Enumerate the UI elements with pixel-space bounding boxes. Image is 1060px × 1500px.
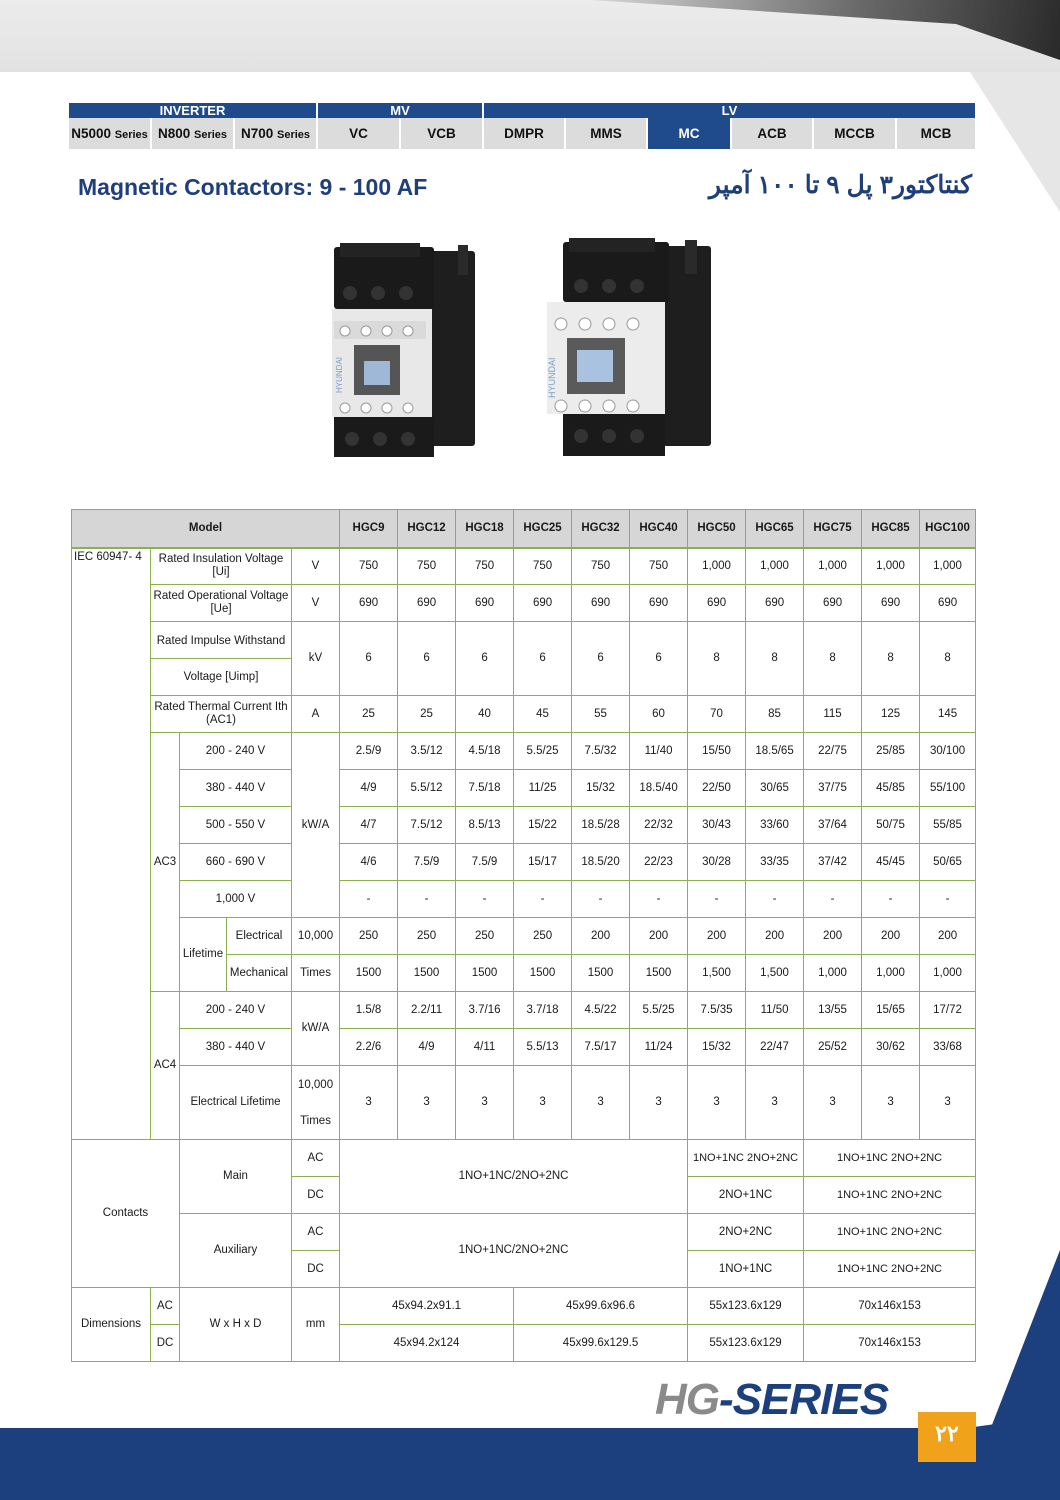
nav-item-n5000[interactable]: N5000 Series: [69, 118, 152, 149]
dimension-value: 70x146x153: [804, 1325, 976, 1362]
value-cell: 13/55: [804, 992, 862, 1029]
value-cell: 7.5/12: [398, 807, 456, 844]
value-cell: 8.5/13: [456, 807, 514, 844]
value-cell: 1,000: [746, 548, 804, 585]
table-row-ac4: [72, 992, 976, 1029]
value-cell: 750: [340, 548, 398, 585]
model-col: HGC25: [514, 510, 572, 548]
contact-spec: 1NO+1NC: [688, 1251, 804, 1288]
table-row-ue: [72, 585, 976, 622]
value-cell: -: [398, 881, 456, 918]
nav-item-mc[interactable]: MC: [648, 118, 732, 149]
product-brand-label: HYUNDAI: [547, 357, 557, 398]
page-fold-decoration: [970, 72, 1060, 212]
lifetime-label: Lifetime: [180, 918, 227, 992]
value-cell: 1500: [572, 955, 630, 992]
value-cell: 7.5/35: [688, 992, 746, 1029]
value-cell: 85: [746, 696, 804, 733]
nav-group-row: [69, 103, 975, 118]
electrical-label: Electrical: [227, 918, 292, 955]
row-label: Rated Operational Voltage [Ue]: [151, 585, 292, 622]
value-cell: 15/50: [688, 733, 746, 770]
value-cell: 1,000: [862, 548, 920, 585]
value-cell: 690: [862, 585, 920, 622]
unit-cell: kW/A: [292, 992, 340, 1066]
value-cell: 1500: [514, 955, 572, 992]
value-cell: 690: [456, 585, 514, 622]
value-cell: 30/62: [862, 1029, 920, 1066]
table-row-ac3-electrical: [72, 918, 976, 955]
value-cell: 37/42: [804, 844, 862, 881]
value-cell: 4/9: [340, 770, 398, 807]
value-cell: 3: [688, 1066, 746, 1140]
value-cell: 45/85: [862, 770, 920, 807]
value-cell: 3: [804, 1066, 862, 1140]
nav-group-mv: MV: [318, 103, 484, 118]
value-cell: 25/85: [862, 733, 920, 770]
value-cell: -: [456, 881, 514, 918]
value-cell: -: [630, 881, 688, 918]
model-col: HGC32: [572, 510, 630, 548]
value-cell: 3: [862, 1066, 920, 1140]
value-cell: 200: [572, 918, 630, 955]
value-cell: 55/100: [920, 770, 976, 807]
value-cell: 4/7: [340, 807, 398, 844]
dimension-value: 55x123.6x129: [688, 1325, 804, 1362]
value-cell: 30/100: [920, 733, 976, 770]
value-cell: 200: [746, 918, 804, 955]
table-row-ui: [72, 548, 976, 585]
value-cell: 690: [920, 585, 976, 622]
value-cell: 1,500: [688, 955, 746, 992]
voltage-label: 200 - 240 V: [180, 733, 292, 770]
value-cell: 690: [572, 585, 630, 622]
value-cell: 33/35: [746, 844, 804, 881]
value-cell: 4/9: [398, 1029, 456, 1066]
nav-group-inverter: INVERTER: [69, 103, 318, 118]
contact-spec: 1NO+1NC 2NO+2NC: [804, 1177, 976, 1214]
unit-cell: kW/A: [292, 733, 340, 918]
value-cell: 1,000: [920, 548, 976, 585]
value-cell: 250: [340, 918, 398, 955]
value-cell: 3: [572, 1066, 630, 1140]
value-cell: 750: [630, 548, 688, 585]
nav-group-lv: LV: [484, 103, 975, 118]
value-cell: -: [862, 881, 920, 918]
value-cell: 1,000: [804, 955, 862, 992]
contactor-image-small: [330, 243, 478, 461]
value-cell: 3.5/12: [398, 733, 456, 770]
footer-bar: [0, 1428, 1060, 1500]
nav-item-dmpr[interactable]: DMPR: [484, 118, 566, 149]
value-cell: 690: [804, 585, 862, 622]
value-cell: 22/75: [804, 733, 862, 770]
value-cell: 2.5/9: [340, 733, 398, 770]
table-row-contacts-main-ac: [72, 1140, 976, 1177]
ac3-label: AC3: [151, 733, 180, 992]
value-cell: 4/11: [456, 1029, 514, 1066]
value-cell: 125: [862, 696, 920, 733]
contact-spec: 1NO+1NC 2NO+2NC: [688, 1140, 804, 1177]
dimension-value: 70x146x153: [804, 1288, 976, 1325]
model-col: HGC18: [456, 510, 514, 548]
contact-spec: 2NO+1NC: [688, 1177, 804, 1214]
right-stripe-decoration: [990, 1250, 1060, 1430]
model-col: HGC65: [746, 510, 804, 548]
ac-label: AC: [151, 1288, 180, 1325]
value-cell: -: [340, 881, 398, 918]
nav-item-vc[interactable]: VC: [318, 118, 401, 149]
hg-series-logo: HG-SERIES: [655, 1375, 889, 1424]
value-cell: 5.5/13: [514, 1029, 572, 1066]
table-row-ac3: [72, 733, 976, 770]
page-number-badge: ۲۲: [918, 1412, 976, 1462]
value-cell: 1.5/8: [340, 992, 398, 1029]
nav-item-acb[interactable]: ACB: [732, 118, 814, 149]
value-cell: 690: [340, 585, 398, 622]
uimp-label-line1: Rated Impulse Withstand: [151, 623, 291, 659]
value-cell: 1500: [456, 955, 514, 992]
model-col: HGC100: [920, 510, 976, 548]
value-cell: 3: [920, 1066, 976, 1140]
unit-cell: Times: [292, 955, 340, 992]
aux-contacts-label: Auxiliary: [180, 1214, 292, 1288]
value-cell: 115: [804, 696, 862, 733]
contact-spec: 1NO+1NC 2NO+2NC: [804, 1214, 976, 1251]
value-cell: 40: [456, 696, 514, 733]
row-label: Rated Thermal Current Ith (AC1): [151, 696, 292, 733]
value-cell: 4.5/18: [456, 733, 514, 770]
nav-item-n800[interactable]: N800 Series: [152, 118, 235, 149]
table-row-ac3: [72, 807, 976, 844]
contacts-label: Contacts: [72, 1140, 180, 1288]
contact-spec: 2NO+2NC: [688, 1214, 804, 1251]
voltage-label: 380 - 440 V: [180, 770, 292, 807]
page-title-en: Magnetic Contactors: 9 - 100 AF: [78, 174, 428, 200]
model-col: HGC9: [340, 510, 398, 548]
value-cell: -: [804, 881, 862, 918]
value-cell: 3: [456, 1066, 514, 1140]
value-cell: 750: [572, 548, 630, 585]
value-cell: 690: [630, 585, 688, 622]
value-cell: 250: [514, 918, 572, 955]
value-cell: 200: [804, 918, 862, 955]
uimp-label-line2: Voltage [Uimp]: [183, 670, 259, 683]
contactor-image-large: [545, 238, 715, 460]
unit-cell: [292, 1066, 340, 1140]
value-cell: 7.5/9: [456, 844, 514, 881]
unit-line1: 10,000: [297, 1078, 334, 1091]
row-label: [151, 622, 292, 696]
table-row-dimensions-ac: [72, 1288, 976, 1325]
value-cell: 690: [398, 585, 456, 622]
value-cell: 7.5/32: [572, 733, 630, 770]
value-cell: 6: [572, 622, 630, 696]
voltage-label: 380 - 440 V: [180, 1029, 292, 1066]
table-header-row: [72, 510, 976, 548]
value-cell: 15/17: [514, 844, 572, 881]
voltage-label: 500 - 550 V: [180, 807, 292, 844]
value-cell: 50/75: [862, 807, 920, 844]
value-cell: -: [746, 881, 804, 918]
value-cell: 8: [804, 622, 862, 696]
spec-table: [71, 509, 976, 1362]
value-cell: 200: [920, 918, 976, 955]
value-cell: 30/65: [746, 770, 804, 807]
ac-label: AC: [292, 1140, 340, 1177]
whd-label: W x H x D: [180, 1288, 292, 1362]
electrical-lifetime-label: Electrical Lifetime: [180, 1066, 292, 1140]
value-cell: 4.5/22: [572, 992, 630, 1029]
value-cell: 7.5/9: [398, 844, 456, 881]
value-cell: 37/75: [804, 770, 862, 807]
value-cell: 25/52: [804, 1029, 862, 1066]
ac-label: AC: [292, 1214, 340, 1251]
row-label: Rated Insulation Voltage [Ui]: [151, 548, 292, 585]
value-cell: 8: [862, 622, 920, 696]
value-cell: 8: [746, 622, 804, 696]
model-col: HGC12: [398, 510, 456, 548]
value-cell: 11/24: [630, 1029, 688, 1066]
voltage-label: 1,000 V: [180, 881, 292, 918]
dimension-value: 45x94.2x124: [340, 1325, 514, 1362]
value-cell: 7.5/18: [456, 770, 514, 807]
value-cell: 33/60: [746, 807, 804, 844]
value-cell: 5.5/25: [630, 992, 688, 1029]
value-cell: 25: [398, 696, 456, 733]
value-cell: 1,000: [920, 955, 976, 992]
value-cell: 200: [862, 918, 920, 955]
value-cell: 18.5/40: [630, 770, 688, 807]
nav-item-mccb[interactable]: MCCB: [814, 118, 897, 149]
value-cell: 2.2/11: [398, 992, 456, 1029]
value-cell: 5.5/12: [398, 770, 456, 807]
table-row-ac3: [72, 770, 976, 807]
voltage-label: 200 - 240 V: [180, 992, 292, 1029]
table-row-ac4-lifetime: [72, 1066, 976, 1140]
nav-item-row: [69, 118, 975, 149]
nav-item-mcb[interactable]: MCB: [920, 126, 952, 141]
value-cell: 6: [398, 622, 456, 696]
value-cell: 1,000: [862, 955, 920, 992]
value-cell: -: [514, 881, 572, 918]
value-cell: 30/28: [688, 844, 746, 881]
blank-cell: [72, 992, 151, 1140]
unit-cell: A: [292, 696, 340, 733]
model-col: HGC75: [804, 510, 862, 548]
contact-spec: 1NO+1NC 2NO+2NC: [804, 1251, 976, 1288]
value-cell: 55/85: [920, 807, 976, 844]
page-title-fa: کنتاکتور۳ پل ۹ تا ۱۰۰ آمپر: [708, 171, 972, 199]
value-cell: 30/43: [688, 807, 746, 844]
dimension-value: 55x123.6x129: [688, 1288, 804, 1325]
unit-cell: kV: [292, 622, 340, 696]
main-contacts-label: Main: [180, 1140, 292, 1214]
value-cell: 15/65: [862, 992, 920, 1029]
value-cell: 15/32: [572, 770, 630, 807]
nav-item-vcb[interactable]: VCB: [401, 118, 484, 149]
value-cell: -: [688, 881, 746, 918]
dimension-value: 45x99.6x96.6: [514, 1288, 688, 1325]
unit-cell: 10,000: [292, 918, 340, 955]
value-cell: 18.5/20: [572, 844, 630, 881]
value-cell: 11/50: [746, 992, 804, 1029]
dimensions-label: Dimensions: [72, 1288, 151, 1362]
model-label: Model: [72, 510, 340, 548]
table-row-ac3: [72, 881, 976, 918]
value-cell: 3: [630, 1066, 688, 1140]
value-cell: -: [572, 881, 630, 918]
model-col: HGC50: [688, 510, 746, 548]
value-cell: 15/32: [688, 1029, 746, 1066]
nav-item-mms[interactable]: MMS: [566, 118, 648, 149]
value-cell: 55: [572, 696, 630, 733]
unit-cell: V: [292, 585, 340, 622]
value-cell: 22/32: [630, 807, 688, 844]
contact-spec: 1NO+1NC 2NO+2NC: [804, 1140, 976, 1177]
value-cell: 750: [398, 548, 456, 585]
value-cell: 200: [630, 918, 688, 955]
value-cell: 1,000: [804, 548, 862, 585]
value-cell: 750: [514, 548, 572, 585]
value-cell: 1,000: [688, 548, 746, 585]
nav-item-n700[interactable]: N700 Series: [235, 118, 318, 149]
mechanical-label: Mechanical: [227, 955, 292, 992]
unit-cell: V: [292, 548, 340, 585]
value-cell: 18.5/28: [572, 807, 630, 844]
dc-label: DC: [292, 1177, 340, 1214]
value-cell: 8: [688, 622, 746, 696]
unit-line2: Times: [300, 1114, 331, 1127]
dc-label: DC: [151, 1325, 180, 1362]
value-cell: 6: [630, 622, 688, 696]
value-cell: 45/45: [862, 844, 920, 881]
contact-spec: 1NO+1NC/2NO+2NC: [340, 1140, 688, 1214]
table-row-ith: [72, 696, 976, 733]
value-cell: 3.7/18: [514, 992, 572, 1029]
value-cell: 3.7/16: [456, 992, 514, 1029]
value-cell: 690: [688, 585, 746, 622]
table-row-ac3: [72, 844, 976, 881]
value-cell: 22/50: [688, 770, 746, 807]
contact-spec: 1NO+1NC/2NO+2NC: [340, 1214, 688, 1288]
value-cell: 70: [688, 696, 746, 733]
value-cell: 690: [746, 585, 804, 622]
value-cell: 7.5/17: [572, 1029, 630, 1066]
value-cell: 200: [688, 918, 746, 955]
value-cell: 250: [456, 918, 514, 955]
value-cell: 1500: [398, 955, 456, 992]
value-cell: 8: [920, 622, 976, 696]
voltage-label: 660 - 690 V: [180, 844, 292, 881]
unit-cell: mm: [292, 1288, 340, 1362]
value-cell: 1500: [630, 955, 688, 992]
value-cell: 3: [398, 1066, 456, 1140]
value-cell: 17/72: [920, 992, 976, 1029]
standard-label: IEC 60947- 4: [72, 548, 151, 733]
model-col: HGC85: [862, 510, 920, 548]
value-cell: 22/23: [630, 844, 688, 881]
value-cell: 6: [456, 622, 514, 696]
dimension-value: 45x99.6x129.5: [514, 1325, 688, 1362]
value-cell: 15/22: [514, 807, 572, 844]
value-cell: 750: [456, 548, 514, 585]
value-cell: 11/25: [514, 770, 572, 807]
value-cell: 5.5/25: [514, 733, 572, 770]
value-cell: 45: [514, 696, 572, 733]
value-cell: -: [920, 881, 976, 918]
value-cell: 1,500: [746, 955, 804, 992]
value-cell: 690: [514, 585, 572, 622]
table-row-ac4: [72, 1029, 976, 1066]
value-cell: 145: [920, 696, 976, 733]
value-cell: 33/68: [920, 1029, 976, 1066]
model-col: HGC40: [630, 510, 688, 548]
value-cell: 25: [340, 696, 398, 733]
value-cell: 18.5/65: [746, 733, 804, 770]
value-cell: 60: [630, 696, 688, 733]
blank-cell: [72, 733, 151, 992]
dimension-value: 45x94.2x91.1: [340, 1288, 514, 1325]
value-cell: 2.2/6: [340, 1029, 398, 1066]
value-cell: 3: [340, 1066, 398, 1140]
value-cell: 250: [398, 918, 456, 955]
table-row-contacts-aux-ac: [72, 1214, 976, 1251]
product-brand-label: HYUNDAI: [335, 356, 344, 393]
value-cell: 4/6: [340, 844, 398, 881]
value-cell: 3: [746, 1066, 804, 1140]
value-cell: 3: [514, 1066, 572, 1140]
value-cell: 11/40: [630, 733, 688, 770]
value-cell: 1500: [340, 955, 398, 992]
dc-label: DC: [292, 1251, 340, 1288]
value-cell: 6: [514, 622, 572, 696]
value-cell: 37/64: [804, 807, 862, 844]
value-cell: 6: [340, 622, 398, 696]
table-row-uimp: [72, 622, 976, 696]
value-cell: 22/47: [746, 1029, 804, 1066]
ac4-label: AC4: [151, 992, 180, 1140]
category-nav: [69, 103, 975, 149]
value-cell: 50/65: [920, 844, 976, 881]
